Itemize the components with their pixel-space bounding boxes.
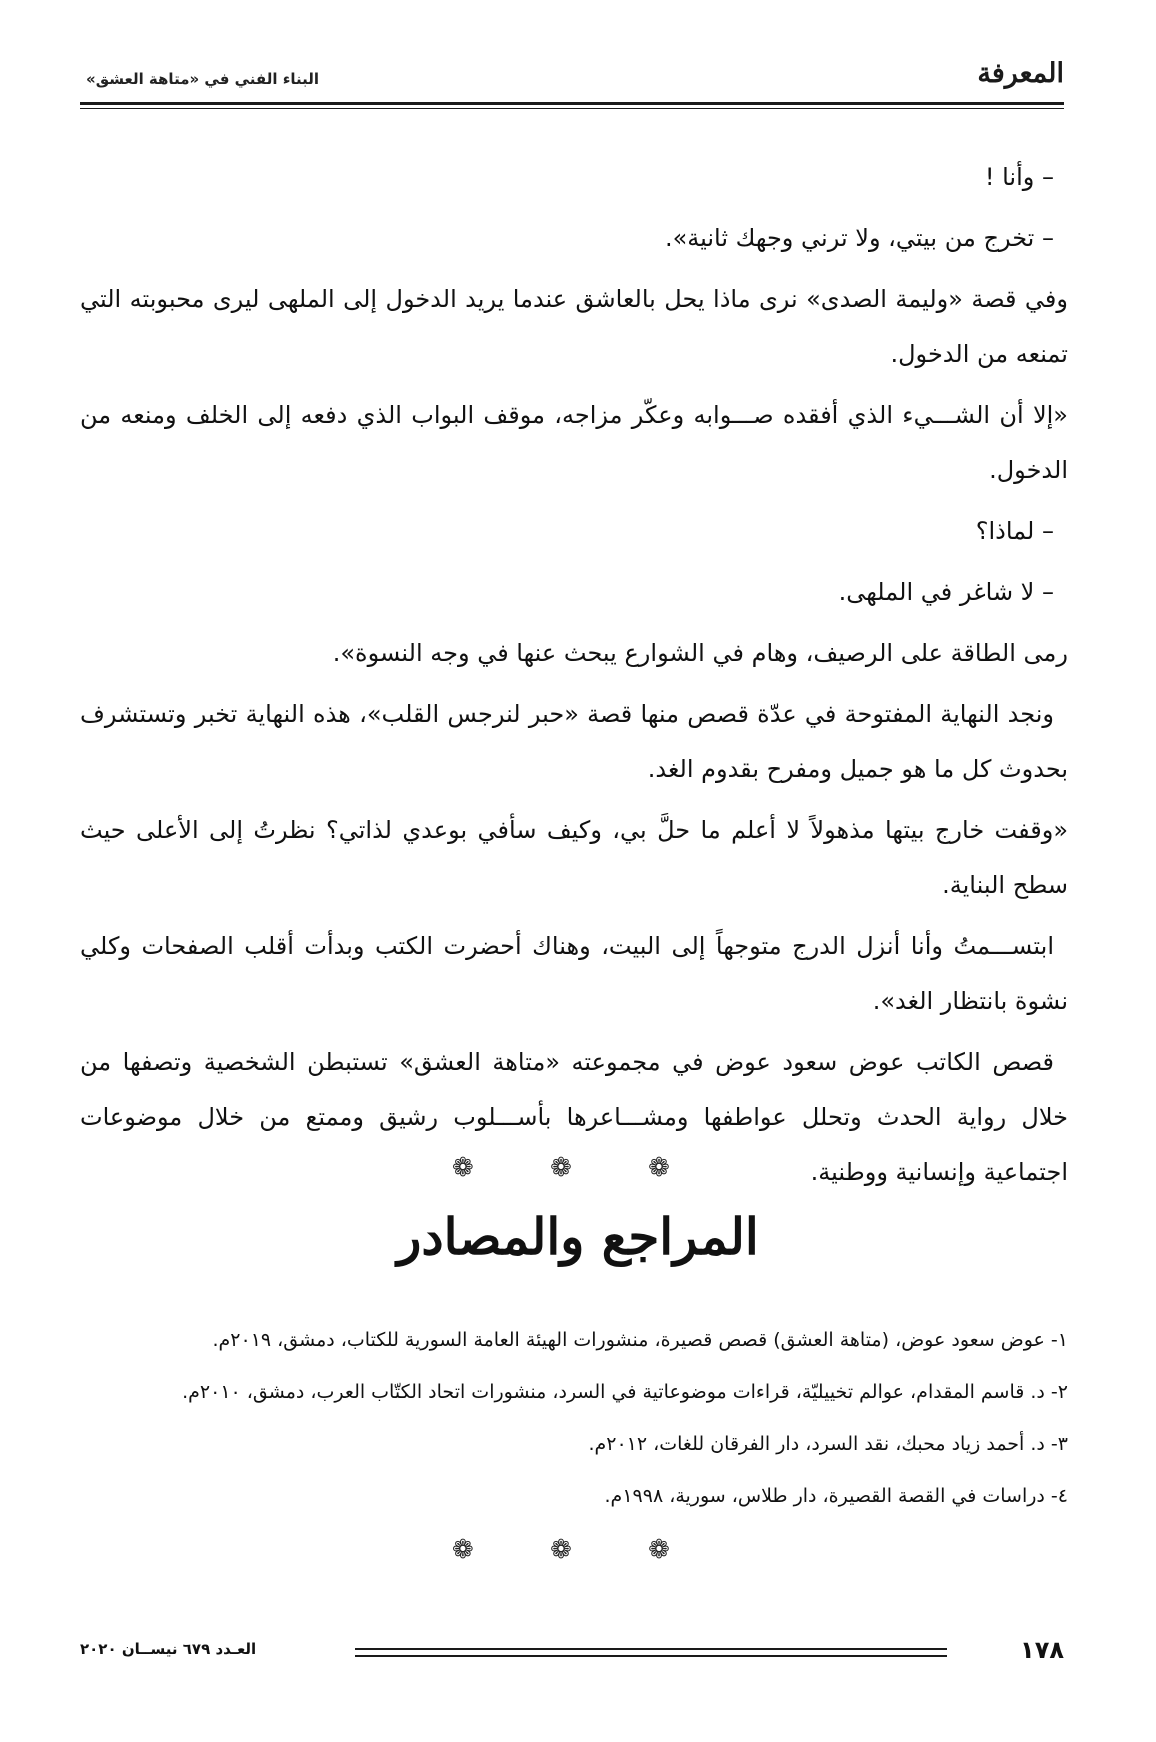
journal-logo: المعرفة (977, 58, 1064, 89)
header-rule-thin (80, 108, 1064, 109)
page-number: ١٧٨ (1020, 1636, 1064, 1664)
reference-item: ٣- د. أحمد زياد محبك، نقد السرد، دار الفرقان للغات، ٢٠١٢م. (588, 1433, 1068, 1455)
body-paragraph: ونجد النهاية المفتوحة في عدّة قصص منها قصة «حبر لنرجس القلب»، هذه النهاية تخبر وتستشرف بحدوث كل ما هو جميل ومفرح بقدوم الغد. (80, 700, 1068, 783)
footer-rule (355, 1648, 947, 1650)
flower-separator: ❁ ❁ ❁ (452, 1153, 704, 1183)
footer-rule-lower (355, 1655, 947, 1657)
issue-info: العـدد ٦٧٩ نيســان ٢٠٢٠ (80, 1640, 257, 1658)
quote-paragraph: «وقفت خارج بيتها مذهولاً لا أعلم ما حلَّ بي، وكيف سأفي بوعدي لذاتي؟ نظرتُ إلى الأعلى حيث سطح البناية. (80, 816, 1068, 899)
reference-item: ٢- د. قاسم المقدام، عوالم تخييليّة، قراءات موضوعاتية في السرد، منشورات اتحاد الكتّاب العرب، دمشق، ٢٠١٠م. (182, 1381, 1068, 1403)
dialogue-line: – تخرج من بيتي، ولا ترني وجهك ثانية». (664, 224, 1054, 252)
page-header (80, 56, 1064, 100)
reference-item: ١- عوض سعود عوض، (متاهة العشق) قصص قصيرة، منشورات الهيئة العامة السورية للكتاب، دمشق، ٢٠١٩م. (212, 1329, 1068, 1351)
dialogue-line: – لماذا؟ (975, 517, 1054, 545)
references-heading: المراجع والمصادر (397, 1207, 759, 1266)
flower-separator-end: ❁ ❁ ❁ (452, 1535, 704, 1565)
references-list (80, 1316, 1068, 1524)
quote-paragraph: «إلا أن الشـــيء الذي أفقده صـــوابه وعكّر مزاجه، موقف البواب الذي دفعه إلى الخلف ومنعه من الدخول. (80, 401, 1068, 484)
article-body (80, 150, 1068, 1206)
dialogue-line: – وأنا ! (984, 163, 1054, 191)
body-paragraph: رمى الطاقة على الرصيف، وهام في الشوارع يبحث عنها في وجه النسوة». (332, 639, 1068, 667)
body-paragraph: قصص الكاتب عوض سعود عوض في مجموعته «متاهة العشق» تستبطن الشخصية وتصفها من خلال رواية الحدث وتحلل عواطفها ومشـــاعرها بأســـلوب رشيق وممتع من خلال موضوعات اجتماعية وإنسانية ووطنية. (80, 1048, 1068, 1186)
body-paragraph: وفي قصة «وليمة الصدى» نرى ماذا يحل بالعاشق عندما يريد الدخول إلى الملهى ليرى محبوبته التي تمنعه من الدخول. (80, 285, 1068, 368)
reference-item: ٤- دراسات في القصة القصيرة، دار طلاس، سورية، ١٩٩٨م. (604, 1485, 1068, 1507)
dialogue-line: – لا شاغر في الملهى. (838, 578, 1054, 606)
body-paragraph: ابتســـمتُ وأنا أنزل الدرج متوجهاً إلى البيت، وهناك أحضرت الكتب وبدأت أقلب الصفحات وكلي نشوة بانتظار الغد». (80, 932, 1068, 1015)
header-rule (80, 102, 1064, 105)
running-title: البناء الفني في «متاهة العشق» (86, 70, 320, 88)
